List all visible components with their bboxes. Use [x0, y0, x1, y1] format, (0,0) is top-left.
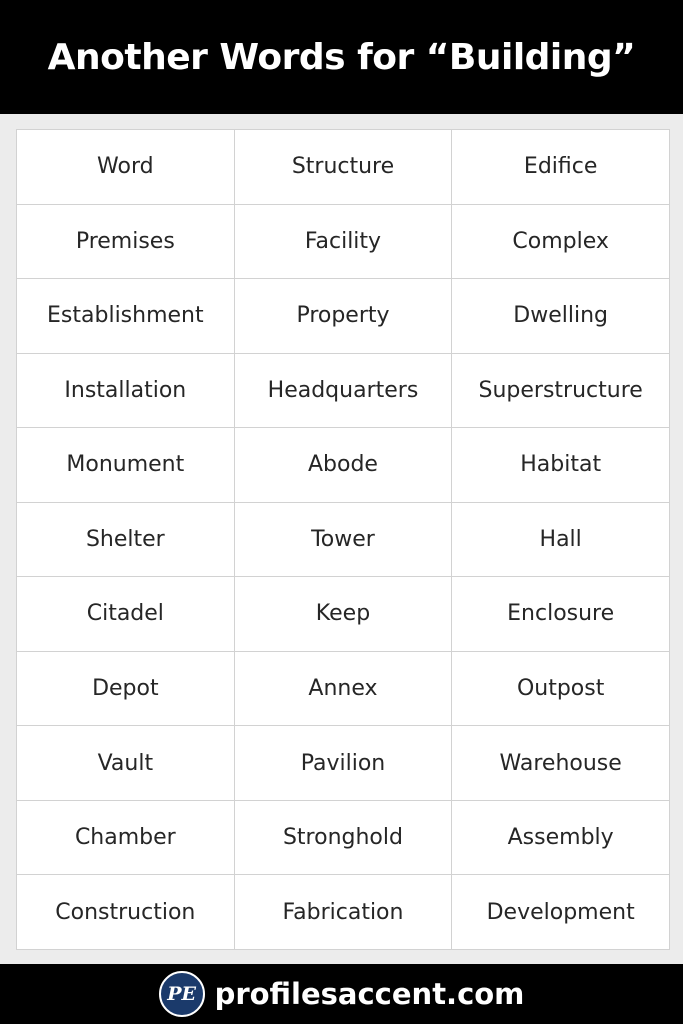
profilesaccent-logo-icon: PE [159, 971, 205, 1017]
table-row [17, 428, 670, 503]
site-name: profilesaccent.com [214, 977, 525, 1011]
table-row [17, 353, 670, 428]
table-row [17, 204, 670, 279]
table-row [17, 502, 670, 577]
table-cell: Development [452, 875, 670, 950]
table-cell: Edifice [452, 130, 670, 205]
table-cell: Pavilion [234, 726, 452, 801]
table-cell: Tower [234, 502, 452, 577]
table-row [17, 651, 670, 726]
table-row [17, 577, 670, 652]
table-cell: Property [234, 279, 452, 354]
table-cell: Superstructure [452, 353, 670, 428]
table-cell: Fabrication [234, 875, 452, 950]
header-banner [0, 0, 683, 114]
table-cell: Depot [17, 651, 235, 726]
table-cell: Shelter [17, 502, 235, 577]
synonym-table [16, 129, 670, 950]
table-cell: Keep [234, 577, 452, 652]
table-cell: Installation [17, 353, 235, 428]
table-cell: Dwelling [452, 279, 670, 354]
table-cell: Hall [452, 502, 670, 577]
synonym-table-body [17, 130, 670, 950]
page-title: Another Words for “Building” [47, 36, 636, 78]
table-row [17, 875, 670, 950]
table-cell: Premises [17, 204, 235, 279]
table-row [17, 130, 670, 205]
footer-banner [0, 964, 683, 1024]
table-cell: Citadel [17, 577, 235, 652]
table-cell: Annex [234, 651, 452, 726]
synonym-table-container [16, 129, 670, 950]
table-cell: Complex [452, 204, 670, 279]
table-row [17, 726, 670, 801]
table-cell: Word [17, 130, 235, 205]
table-cell: Warehouse [452, 726, 670, 801]
table-cell: Outpost [452, 651, 670, 726]
table-cell: Headquarters [234, 353, 452, 428]
table-cell: Monument [17, 428, 235, 503]
table-cell: Construction [17, 875, 235, 950]
table-cell: Structure [234, 130, 452, 205]
table-cell: Establishment [17, 279, 235, 354]
table-cell: Vault [17, 726, 235, 801]
table-cell: Assembly [452, 800, 670, 875]
table-cell: Facility [234, 204, 452, 279]
table-cell: Enclosure [452, 577, 670, 652]
table-row [17, 800, 670, 875]
table-cell: Chamber [17, 800, 235, 875]
table-cell: Abode [234, 428, 452, 503]
table-row [17, 279, 670, 354]
table-cell: Habitat [452, 428, 670, 503]
table-cell: Stronghold [234, 800, 452, 875]
